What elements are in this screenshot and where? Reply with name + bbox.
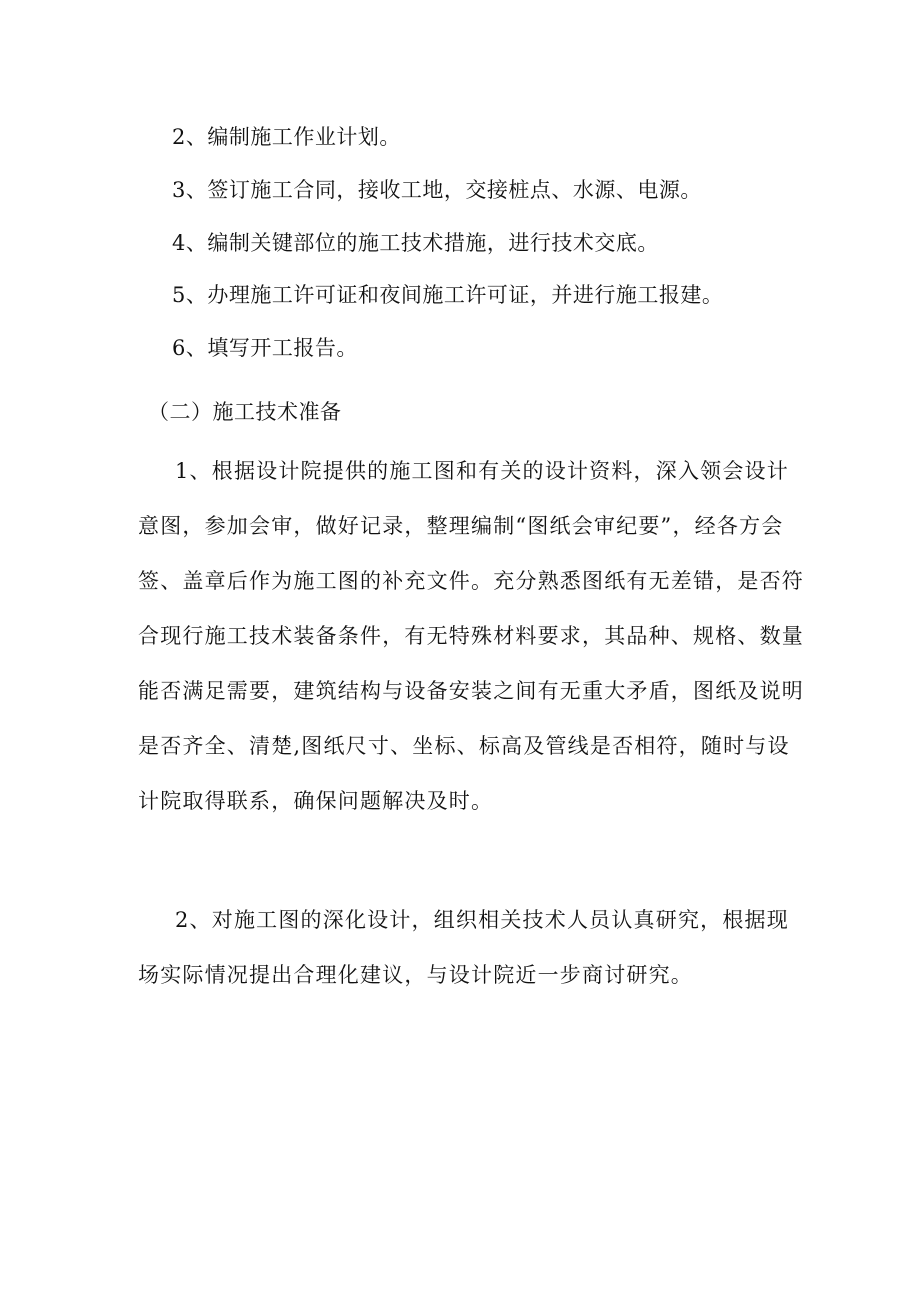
paragraph-line: 意图，参加会审，做好记录，整理编制“图纸会审纪要”，经各方会 <box>138 514 784 538</box>
paragraph-line: 是否齐全、清楚,图纸尺寸、坐标、标高及管线是否相符，随时与设 <box>138 734 790 758</box>
paragraph-line: 2、对施工图的深化设计，组织相关技术人员认真研究，根据现 <box>175 908 789 932</box>
list-item: 2、编制施工作业计划。 <box>172 125 401 149</box>
paragraph-line: 合现行施工技术装备条件，有无特殊材料要求，其品种、规格、数量 <box>138 624 804 648</box>
paragraph-line: 能否满足需要，建筑结构与设备安装之间有无重大矛盾，图纸及说明 <box>138 679 804 703</box>
paragraph-line: 1、根据设计院提供的施工图和有关的设计资料，深入领会设计 <box>175 459 789 483</box>
list-item: 4、编制关键部位的施工技术措施，进行技术交底。 <box>172 231 659 255</box>
paragraph-1 <box>138 457 804 842</box>
paragraph-line: 签、盖章后作为施工图的补充文件。充分熟悉图纸有无差错，是否符 <box>138 569 804 593</box>
paragraph-2 <box>138 906 788 1016</box>
list-item: 6、填写开工报告。 <box>172 336 358 360</box>
list-item: 5、办理施工许可证和夜间施工许可证，并进行施工报建。 <box>172 283 724 307</box>
list-item: 3、签订施工合同，接收工地，交接桩点、水源、电源。 <box>172 178 702 202</box>
paragraph-line: 场实际情况提出合理化建议，与设计院近一步商讨研究。 <box>138 963 693 987</box>
section-heading: （二）施工技术准备 <box>148 400 342 424</box>
paragraph-line: 计院取得联系，确保问题解决及时。 <box>138 789 494 813</box>
